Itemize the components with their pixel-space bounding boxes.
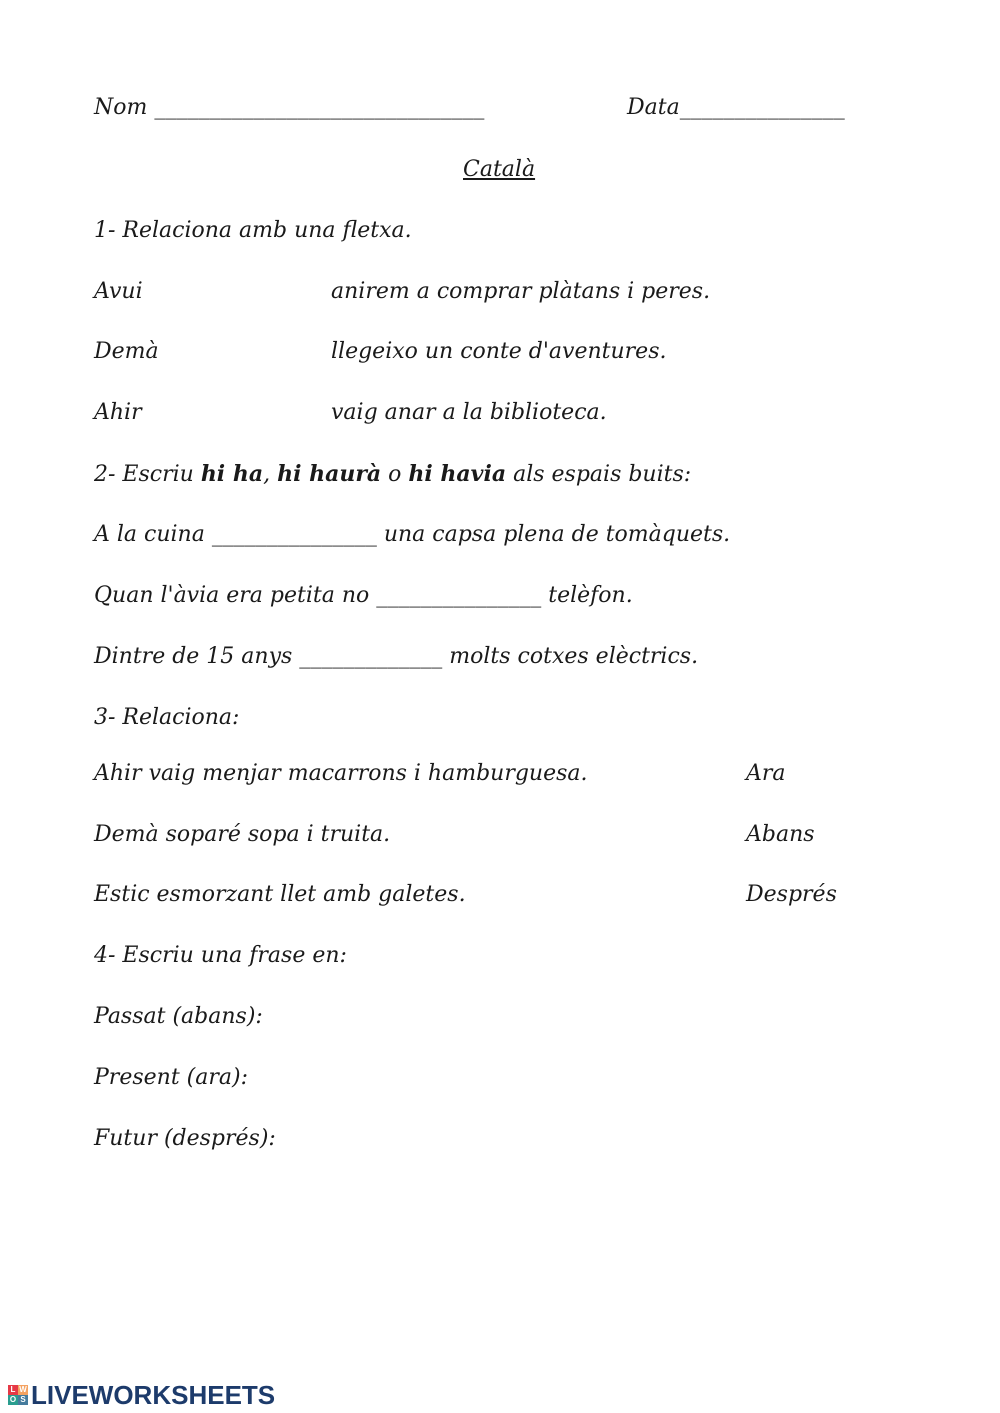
page-title: Català: [463, 157, 536, 182]
section3-left-item: Ahir vaig menjar macarrons i hamburguesa.: [94, 761, 588, 786]
section2-separator: ,: [263, 462, 278, 487]
logo-mark-cell: S: [18, 1395, 28, 1405]
section3-left-item: Demà soparé sopa i truita.: [94, 822, 391, 847]
fill-blank-sentence: Dintre de 15 anys _____________ molts cotxes elèctrics.: [94, 644, 699, 669]
logo-mark-cell: W: [19, 1385, 27, 1394]
liveworksheets-logo-text: LIVEWORKSHEETS: [31, 1379, 276, 1410]
section2-heading-prefix: 2- Escriu: [94, 462, 201, 487]
section1-left-item: Ahir: [94, 400, 142, 425]
liveworksheets-logo-icon: [8, 1385, 28, 1405]
name-field-label: Nom ______________________________: [94, 95, 485, 120]
option-hi-havia: hi havia: [408, 461, 507, 487]
option-hi-haura: hi haurà: [277, 461, 382, 487]
section4-item-future: Futur (després):: [94, 1126, 276, 1151]
section2-separator: o: [381, 462, 409, 487]
date-field-label: Data_______________: [627, 95, 845, 120]
section3-left-item: Estic esmorzant llet amb galetes.: [94, 882, 466, 907]
section1-heading: 1- Relaciona amb una fletxa.: [94, 218, 412, 243]
section1-right-item: anirem a comprar plàtans i peres.: [331, 279, 711, 304]
section2-heading-suffix: als espais buits:: [506, 462, 692, 487]
option-hi-ha: hi ha: [200, 461, 264, 487]
section1-right-item: vaig anar a la biblioteca.: [331, 400, 607, 425]
section4-item-present: Present (ara):: [94, 1065, 248, 1090]
logo-mark-cell: L: [8, 1385, 18, 1395]
fill-blank-sentence: Quan l'àvia era petita no _______________ telèfon.: [94, 583, 633, 608]
logo-mark-cell: O: [9, 1395, 17, 1404]
fill-blank-sentence: A la cuina _______________ una capsa plena de tomàquets.: [94, 522, 731, 547]
section3-right-item: Ara: [746, 761, 786, 786]
section3-heading: 3- Relaciona:: [94, 705, 240, 730]
section1-right-item: llegeixo un conte d'aventures.: [331, 339, 667, 364]
section4-item-past: Passat (abans):: [94, 1004, 263, 1029]
section2-heading: [94, 460, 691, 489]
liveworksheets-logo: [8, 1380, 275, 1410]
section3-right-item: Abans: [746, 822, 815, 847]
section1-left-item: Demà: [94, 339, 159, 364]
section1-left-item: Avui: [94, 279, 143, 304]
section4-heading: 4- Escriu una frase en:: [94, 943, 347, 968]
section3-right-item: Després: [746, 882, 837, 907]
